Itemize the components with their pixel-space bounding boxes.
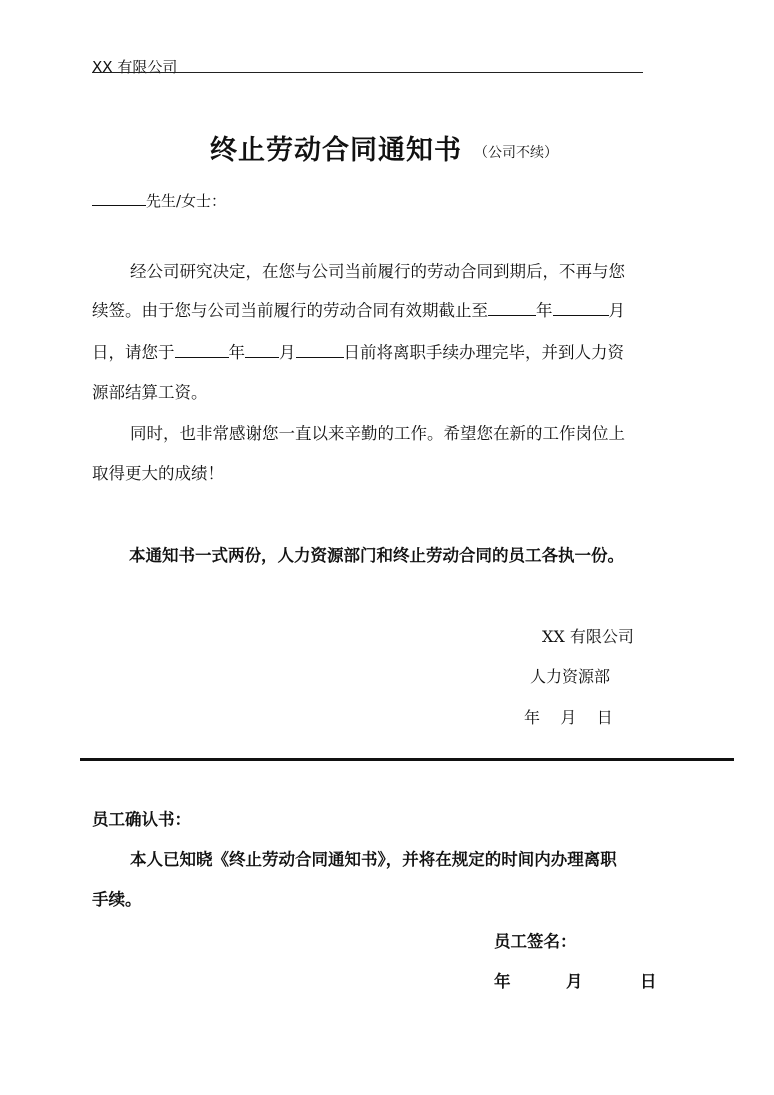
- end-year-label: 年: [536, 301, 553, 320]
- copies-notice: 本通知书一式两份，人力资源部门和终止劳动合同的员工各执一份。: [129, 546, 624, 565]
- employee-signature-label: 员工签名：: [494, 932, 577, 951]
- deadline-day-text: 日前将离职手续办理完毕，并到人力资: [343, 343, 624, 362]
- paragraph-2-line-2: 取得更大的成绩！: [92, 464, 224, 483]
- end-month-blank: [553, 301, 609, 316]
- header-company-name: XX 有限公司: [92, 58, 178, 76]
- end-day-label: 日，请您于: [92, 343, 175, 362]
- header-underline: [92, 72, 643, 73]
- confirmation-heading: 员工确认书：: [92, 810, 191, 829]
- title-note: （公司不续）: [474, 145, 558, 161]
- deadline-day-blank: [296, 343, 344, 358]
- end-year-blank: [488, 301, 536, 316]
- salutation-suffix: 先生/女士：: [146, 192, 227, 210]
- paragraph-1-line-2: [92, 297, 625, 321]
- deadline-month-blank: [245, 343, 279, 358]
- confirmation-line-2: 手续。: [92, 890, 142, 909]
- signature-date: 年 月 日: [524, 708, 613, 727]
- deadline-month-label: 月: [279, 343, 296, 362]
- deadline-year-label: 年: [228, 343, 245, 362]
- name-blank: [92, 191, 146, 206]
- section-divider: [80, 758, 734, 761]
- employee-date-day: 日: [640, 972, 657, 991]
- employee-date-month: 月: [566, 972, 583, 991]
- confirmation-line-1: 本人已知晓《终止劳动合同通知书》，并将在规定的时间内办理离职: [130, 850, 617, 869]
- salutation: [92, 190, 226, 211]
- employee-date-year: 年: [494, 972, 511, 991]
- end-month-label: 月: [608, 301, 625, 320]
- deadline-year-blank: [175, 343, 229, 358]
- contract-end-text: 续签。由于您与公司当前履行的劳动合同有效期截止至: [92, 301, 488, 320]
- paragraph-2-line-1: 同时，也非常感谢您一直以来辛勤的工作。希望您在新的工作岗位上: [130, 424, 625, 443]
- paragraph-1-line-1: 经公司研究决定，在您与公司当前履行的劳动合同到期后，不再与您: [130, 262, 625, 281]
- document-title: 终止劳动合同通知书: [210, 135, 462, 166]
- paragraph-1-line-4: 源部结算工资。: [92, 383, 208, 402]
- paragraph-1-line-3: [92, 339, 624, 363]
- signature-department: 人力资源部: [530, 667, 611, 686]
- signature-company: XX 有限公司: [542, 627, 634, 646]
